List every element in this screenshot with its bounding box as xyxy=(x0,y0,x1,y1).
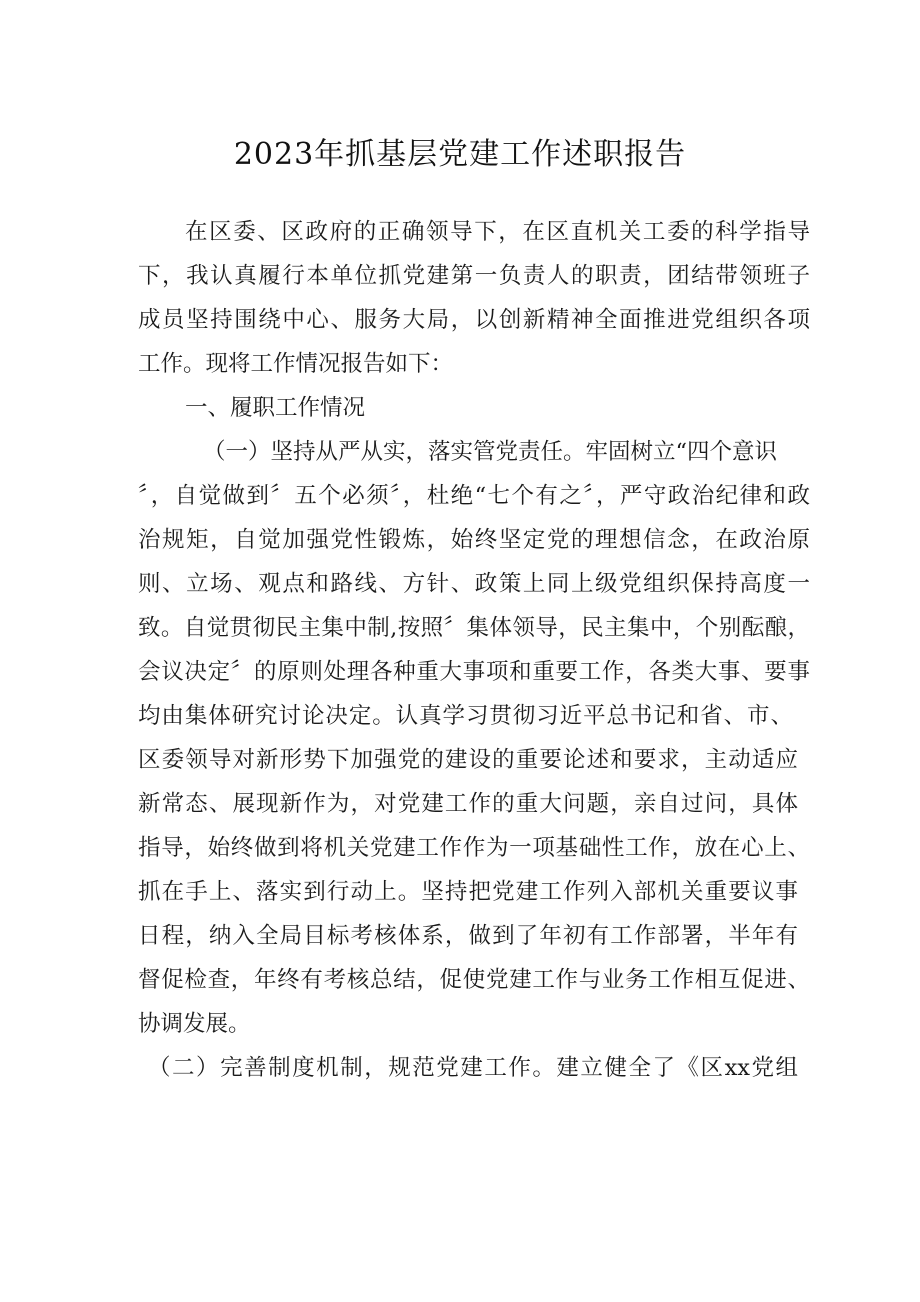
paragraph-line: 协调发展。 xyxy=(138,1011,251,1037)
paragraph-line: 下，我认真履行本单位抓党建第一负责人的职责，团结带领班子 xyxy=(138,263,810,289)
paragraph-line: 则、立场、观点和路线、方针、政策上同上级党组织保持高度一 xyxy=(138,571,810,597)
paragraph-line: 〞，自觉做到〞五个必须〞，杜绝“七个有之〞，严守政治纪律和政 xyxy=(138,483,810,509)
paragraph-line: 会议决定〞的原则处理各种重大事项和重要工作，各类大事、要事 xyxy=(138,659,810,685)
paragraph-line: 区委领导对新形势下加强党的建设的重要论述和要求，主动适应 xyxy=(138,747,798,773)
section-heading: 一、履职工作情况 xyxy=(185,395,366,421)
paragraph-line: 督促检查，年终有考核总结，促使党建工作与业务工作相互促进、 xyxy=(138,967,810,993)
paragraph-line: 均由集体研究讨论决定。认真学习贯彻习近平总书记和省、市、 xyxy=(138,703,793,729)
paragraph-line: 日程，纳入全局目标考核体系，做到了年初有工作部署，半年有 xyxy=(138,923,798,949)
paragraph-line: 治规矩，自觉加强党性锻炼，始终坚定党的理想信念，在政治原 xyxy=(138,527,810,553)
paragraph-line: 抓在手上、落实到行动上。坚持把党建工作列入部机关重要议事 xyxy=(138,879,798,905)
paragraph-line: 工作。现将工作情况报告如下： xyxy=(138,351,454,377)
paragraph-line: 成员坚持围绕中心、服务大局，以创新精神全面推进党组织各项 xyxy=(138,307,810,333)
paragraph-line: 在区委、区政府的正确领导下，在区直机关工委的科学指导 xyxy=(185,219,810,245)
document-title: 2023年抓基层党建工作述职报告 xyxy=(233,137,687,173)
paragraph-line: （二）完善制度机制，规范党建工作。建立健全了《区xx党组 xyxy=(148,1055,798,1081)
paragraph-line: 指导，始终做到将机关党建工作作为一项基础性工作，放在心上、 xyxy=(138,835,810,861)
paragraph-line: 新常态、展现新作为，对党建工作的重大问题，亲自过问，具体 xyxy=(138,791,798,817)
paragraph-line: 致。自觉贯彻民主集中制,按照〞集体领导，民主集中，个别酝酿， xyxy=(138,615,810,641)
paragraph-line: （一）坚持从严从实，落实管党责任。牢固树立“四个意识 xyxy=(203,439,778,465)
